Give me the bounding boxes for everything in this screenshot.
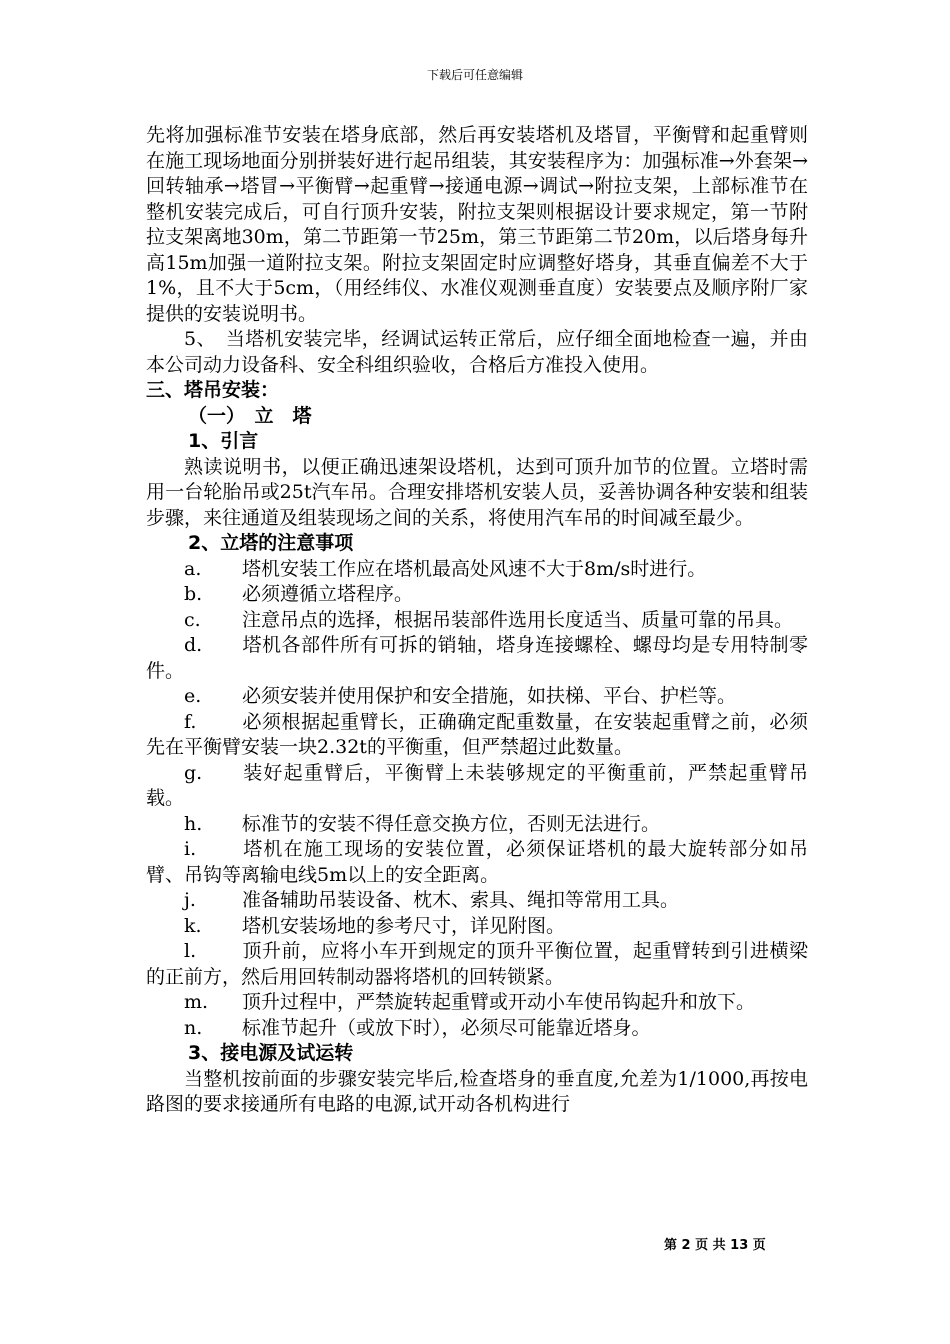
- list-item-label: g.: [184, 761, 203, 784]
- page-number: 第 2 页 共 13 页: [664, 1238, 766, 1253]
- list-item: [146, 914, 808, 940]
- list-item-text: 塔机安装场地的参考尺寸，详见附图。: [242, 914, 566, 937]
- list-item-text: 塔机各部件所有可拆的销轴，塔身连接螺栓、螺母均是专用特制零件。: [146, 634, 808, 682]
- list-item-label: c.: [184, 608, 201, 631]
- heading-introduction: 1、引言: [188, 430, 259, 452]
- list-item: [146, 888, 808, 914]
- list-item-text: 标准节起升（或放下时），必须尽可能靠近塔身。: [242, 1016, 651, 1039]
- list-item-label: k.: [184, 914, 202, 937]
- list-item: [146, 939, 808, 990]
- paragraph-introduction: 熟读说明书，以便正确迅速架设塔机，达到可顶升加节的位置。立塔时需用一台轮胎吊或25t汽车吊。合理安排塔机安装人员，妥善协调各种安装和组装步骤，来往通道及组装现场之间的关系，将使用汽车吊的时间减至最少。: [146, 455, 808, 529]
- list-item-label: m.: [184, 991, 209, 1013]
- list-item-label: d.: [184, 634, 203, 656]
- heading-power-and-test-run: 3、接电源及试运转: [188, 1042, 354, 1064]
- list-item: [146, 812, 808, 838]
- list-item-label: j.: [184, 889, 196, 911]
- list-item-label: b.: [184, 583, 203, 605]
- list-item-text: 注意吊点的选择，根据吊装部件选用长度适当、质量可靠的吊具。: [242, 608, 794, 631]
- list-item: [146, 582, 808, 608]
- list-item-text: 必须遵循立塔程序。: [242, 583, 414, 605]
- list-item-label: a.: [184, 557, 202, 580]
- precautions-list: [146, 557, 808, 1042]
- list-item: [146, 608, 808, 634]
- list-item: [146, 761, 808, 812]
- list-item: [146, 1016, 808, 1042]
- list-item-label: l.: [184, 940, 197, 962]
- list-item-label: e.: [184, 685, 202, 707]
- list-item: [146, 633, 808, 684]
- list-item-label: n.: [184, 1016, 203, 1039]
- subsection-heading-erect-tower: （一） 立 塔: [188, 404, 312, 427]
- list-item-text: 塔机在施工现场的安装位置，必须保证塔机的最大旋转部分如吊臂、吊钩等离输电线5m以上的安全距离。: [146, 838, 808, 886]
- list-item: [146, 684, 808, 710]
- document-body: [146, 123, 808, 1118]
- section-heading-tower-crane-install: 三、塔吊安装：: [146, 379, 280, 401]
- heading-precautions: 2、立塔的注意事项: [188, 532, 354, 554]
- list-item-label: i.: [184, 838, 197, 860]
- list-item-text: 顶升前，应将小车开到规定的顶升平衡位置，起重臂转到引进横梁的正前方，然后用回转制动器将塔机的回转锁紧。: [146, 940, 808, 988]
- list-item-text: 必须根据起重臂长，正确确定配重数量，在安装起重臂之前，必须先在平衡臂安装一块2.32t的平衡重，但严禁超过此数量。: [146, 710, 808, 758]
- paragraph-inspection: 5、 当塔机安装完毕，经调试运转正常后，应仔细全面地检查一遍，并由本公司动力设备科、安全科组织验收，合格后方准投入使用。: [146, 328, 808, 376]
- list-item-label: f.: [184, 710, 197, 733]
- list-item-text: 必须安装并使用保护和安全措施，如扶梯、平台、护栏等。: [242, 685, 737, 707]
- page-header: 下载后可任意编辑: [426, 68, 523, 82]
- paragraph-install-procedure: 先将加强标准节安装在塔身底部，然后再安装塔机及塔冒，平衡臂和起重臂则在施工现场地面分别拼装好进行起吊组装，其安装程序为：加强标准→外套架→回转轴承→塔冒→平衡臂→起重臂→接通电源→调试→附拉支架，上部标准节在整机安装完成后，可自行顶升安装，附拉支架则根据设计要求规定，第一节附拉支架离地30m，第二节距第一节25m，第三节距第二节20m，以后塔身每升高15m加强一道附拉支架。附拉支架固定时应调整好塔身，其垂直偏差不大于1%，且不大于5cm，（用经纬仪、水准仪观测垂直度）安装要点及顺序附厂家提供的安装说明书。: [146, 124, 808, 325]
- list-item: [146, 710, 808, 761]
- list-item-text: 装好起重臂后，平衡臂上未装够规定的平衡重前，严禁起重臂吊载。: [146, 761, 808, 809]
- list-item: [146, 837, 808, 888]
- list-item-text: 标准节的安装不得任意交换方位，否则无法进行。: [242, 812, 661, 835]
- list-item-text: 准备辅助吊装设备、枕木、索具、绳扣等常用工具。: [242, 889, 680, 911]
- list-item-text: 顶升过程中，严禁旋转起重臂或开动小车使吊钩起升和放下。: [242, 991, 756, 1013]
- list-item-label: h.: [184, 812, 203, 835]
- list-item-text: 塔机安装工作应在塔机最高处风速不大于8m/s时进行。: [242, 557, 707, 580]
- list-item: [146, 557, 808, 583]
- list-item: [146, 990, 808, 1016]
- paragraph-power-and-test-run: 当整机按前面的步骤安装完毕后,检查塔身的垂直度,允差为1/1000,再按电路图的要求接通所有电路的电源,试开动各机构进行: [146, 1067, 808, 1115]
